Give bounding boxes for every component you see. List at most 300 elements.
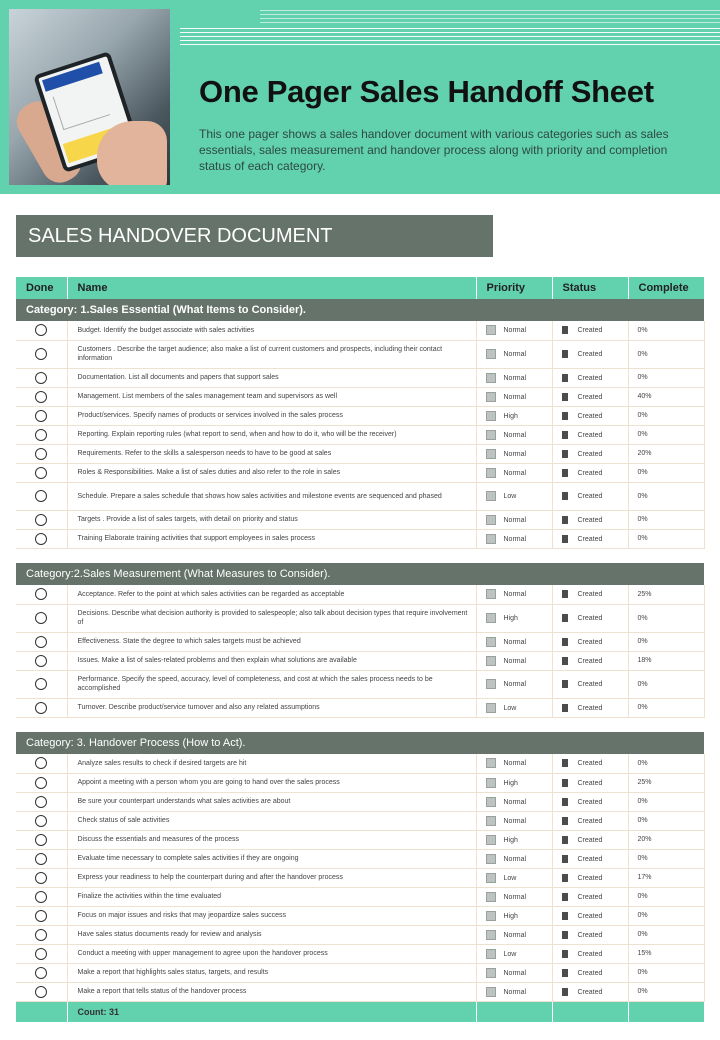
priority-checkbox-icon[interactable] [486,392,496,402]
done-cell [16,510,67,529]
status-value: Created [577,855,603,863]
table-row [16,887,704,906]
category-title: Category: 3. Handover Process (How to Act). [16,732,704,754]
done-cell [16,698,67,717]
document-icon [562,535,568,543]
complete-value: 0% [628,482,704,510]
document-icon [562,988,568,996]
table-row [16,604,704,632]
priority-value: Normal [503,535,527,543]
status-cell [552,906,628,925]
table-row [16,444,704,463]
status-value: Created [577,912,603,920]
complete-value: 20% [628,830,704,849]
priority-checkbox-icon[interactable] [486,325,496,335]
done-radio[interactable] [35,467,47,479]
done-cell [16,670,67,698]
priority-checkbox-icon[interactable] [486,854,496,864]
complete-value: 0% [628,792,704,811]
status-value: Created [577,988,603,996]
priority-checkbox-icon[interactable] [486,373,496,383]
page-description: This one pager shows a sales handover document with various categories such as sales essentials, sales measurement and handover process along with priority and completion status of each category. [199,127,669,173]
task-name: Reporting. Explain reporting rules (what report to send, when and how to do it, who will be the receiver) [67,425,476,444]
status-cell [552,425,628,444]
status-value: Created [577,327,603,335]
priority-checkbox-icon[interactable] [486,703,496,713]
done-radio[interactable] [35,757,47,769]
status-cell [552,792,628,811]
table-row [16,463,704,482]
priority-value: Normal [503,855,527,863]
priority-value: Normal [503,817,527,825]
page-title: One Pager Sales Handoff Sheet [199,74,654,109]
done-radio[interactable] [35,636,47,648]
priority-cell [476,651,552,670]
status-value: Created [577,657,603,665]
document-icon [562,590,568,598]
done-cell [16,585,67,604]
document-icon [562,638,568,646]
task-name: Budget. Identify the budget associate with sales activities [67,321,476,340]
priority-checkbox-icon[interactable] [486,816,496,826]
document-icon [562,893,568,901]
task-name: Schedule. Prepare a sales schedule that shows how sales activities and milestone events are sequenced and phased [67,482,476,510]
status-value: Created [577,760,603,768]
done-radio[interactable] [35,448,47,460]
done-radio[interactable] [35,986,47,998]
task-name: Product/services. Specify names of products or services involved in the sales process [67,406,476,425]
priority-cell [476,925,552,944]
document-icon [562,950,568,958]
priority-checkbox-icon[interactable] [486,949,496,959]
status-cell [552,604,628,632]
priority-checkbox-icon[interactable] [486,411,496,421]
complete-value: 0% [628,906,704,925]
done-radio[interactable] [35,588,47,600]
task-name: Analyze sales results to check if desired targets are hit [67,754,476,773]
status-value: Created [577,350,603,358]
done-radio[interactable] [35,929,47,941]
footer-row [16,1001,704,1022]
complete-value: 18% [628,651,704,670]
status-value: Created [577,704,603,712]
status-cell [552,811,628,830]
done-radio[interactable] [35,948,47,960]
col-header-name: Name [67,277,476,299]
status-value: Created [577,535,603,543]
task-name: Express your readiness to help the counterpart during and after the handover process [67,868,476,887]
document-icon [562,374,568,382]
col-header-done: Done [16,277,67,299]
complete-value: 0% [628,982,704,1001]
document-icon [562,516,568,524]
task-name: Customers . Describe the target audience; also make a list of current customers and prospects, including their contact information [67,340,476,368]
done-radio[interactable] [35,815,47,827]
done-cell [16,925,67,944]
done-radio[interactable] [35,853,47,865]
priority-checkbox-icon[interactable] [486,679,496,689]
category-title: Category: 1.Sales Essential (What Items to Consider). [16,299,704,321]
table-row [16,632,704,651]
priority-value: Normal [503,760,527,768]
done-radio[interactable] [35,348,47,360]
priority-checkbox-icon[interactable] [486,468,496,478]
col-header-status: Status [552,277,628,299]
document-icon [562,492,568,500]
priority-cell [476,670,552,698]
priority-value: Normal [503,680,527,688]
document-icon [562,450,568,458]
done-cell [16,963,67,982]
done-radio[interactable] [35,834,47,846]
table-row [16,868,704,887]
priority-value: Low [503,492,517,500]
status-cell [552,585,628,604]
table-row [16,754,704,773]
complete-value: 0% [628,632,704,651]
status-cell [552,368,628,387]
table-row [16,406,704,425]
done-cell [16,944,67,963]
complete-value: 0% [628,925,704,944]
priority-cell [476,406,552,425]
priority-checkbox-icon[interactable] [486,637,496,647]
status-value: Created [577,412,603,420]
priority-value: Normal [503,969,527,977]
complete-value: 25% [628,773,704,792]
table-row [16,321,704,340]
document-icon [562,817,568,825]
priority-value: Low [503,950,517,958]
complete-value: 0% [628,754,704,773]
priority-value: Normal [503,393,527,401]
status-cell [552,670,628,698]
document-icon [562,969,568,977]
status-cell [552,510,628,529]
priority-checkbox-icon[interactable] [486,515,496,525]
priority-value: Normal [503,350,527,358]
task-name: Make a report that tells status of the handover process [67,982,476,1001]
document-icon [562,779,568,787]
status-value: Created [577,817,603,825]
priority-cell [476,868,552,887]
task-name: Conduct a meeting with upper management to agree upon the handover process [67,944,476,963]
done-cell [16,604,67,632]
priority-cell [476,444,552,463]
priority-checkbox-icon[interactable] [486,911,496,921]
task-name: Check status of sale activities [67,811,476,830]
done-radio[interactable] [35,777,47,789]
task-name: Performance. Specify the speed, accuracy, level of completeness, and cost at which the sales process needs to be accomplished [67,670,476,698]
status-value: Created [577,969,603,977]
priority-value: Normal [503,591,527,599]
table-section-3 [16,732,705,1022]
complete-value: 15% [628,944,704,963]
status-value: Created [577,469,603,477]
table-row [16,830,704,849]
priority-cell [476,368,552,387]
done-radio[interactable] [35,514,47,526]
table-row [16,849,704,868]
complete-value: 0% [628,340,704,368]
priority-checkbox-icon[interactable] [486,449,496,459]
status-value: Created [577,614,603,622]
table-row [16,482,704,510]
priority-cell [476,811,552,830]
priority-checkbox-icon[interactable] [486,797,496,807]
status-cell [552,463,628,482]
priority-value: High [503,614,518,622]
complete-value: 17% [628,868,704,887]
done-radio[interactable] [35,533,47,545]
task-name: Training Elaborate training activities that support employees in sales process [67,529,476,548]
done-cell [16,529,67,548]
priority-checkbox-icon[interactable] [486,534,496,544]
task-name: Management. List members of the sales management team and supervisors as well [67,387,476,406]
document-icon [562,431,568,439]
task-name: Have sales status documents ready for review and analysis [67,925,476,944]
priority-cell [476,754,552,773]
done-cell [16,340,67,368]
table-row [16,368,704,387]
document-icon [562,657,568,665]
task-name: Roles & Responsibilities. Make a list of sales duties and also refer to the role in sales [67,463,476,482]
status-value: Created [577,431,603,439]
document-icon [562,412,568,420]
header-photo [9,9,170,185]
document-icon [562,704,568,712]
status-cell [552,982,628,1001]
status-cell [552,887,628,906]
table-section-2 [16,563,705,718]
priority-value: Normal [503,516,527,524]
priority-checkbox-icon[interactable] [486,987,496,997]
status-cell [552,944,628,963]
status-value: Created [577,591,603,599]
status-value: Created [577,950,603,958]
priority-value: High [503,412,518,420]
priority-value: Low [503,874,517,882]
priority-value: Low [503,704,517,712]
done-radio[interactable] [35,796,47,808]
complete-value: 0% [628,849,704,868]
priority-cell [476,463,552,482]
document-icon [562,798,568,806]
status-value: Created [577,450,603,458]
priority-value: Normal [503,469,527,477]
table-section-1 [16,277,705,549]
priority-value: High [503,779,518,787]
done-cell [16,321,67,340]
done-cell [16,830,67,849]
priority-checkbox-icon[interactable] [486,873,496,883]
status-value: Created [577,836,603,844]
priority-checkbox-icon[interactable] [486,892,496,902]
document-icon [562,874,568,882]
done-radio[interactable] [35,872,47,884]
status-cell [552,754,628,773]
status-cell [552,868,628,887]
complete-value: 0% [628,670,704,698]
document-icon [562,912,568,920]
document-icon [562,855,568,863]
table-row [16,963,704,982]
status-value: Created [577,779,603,787]
priority-checkbox-icon[interactable] [486,349,496,359]
complete-value: 20% [628,444,704,463]
priority-checkbox-icon[interactable] [486,589,496,599]
status-value: Created [577,680,603,688]
done-radio[interactable] [35,612,47,624]
status-cell [552,849,628,868]
status-cell [552,406,628,425]
priority-checkbox-icon[interactable] [486,930,496,940]
priority-value: Normal [503,798,527,806]
done-cell [16,906,67,925]
priority-value: Normal [503,893,527,901]
complete-value: 0% [628,406,704,425]
status-value: Created [577,931,603,939]
table-row [16,773,704,792]
complete-value: 0% [628,811,704,830]
done-radio[interactable] [35,324,47,336]
table-row [16,925,704,944]
table-row [16,387,704,406]
priority-checkbox-icon[interactable] [486,656,496,666]
task-name: Issues. Make a list of sales-related problems and then explain what solutions are available [67,651,476,670]
done-radio[interactable] [35,391,47,403]
task-name: Discuss the essentials and measures of the process [67,830,476,849]
priority-cell [476,604,552,632]
priority-cell [476,482,552,510]
done-cell [16,982,67,1001]
table-row [16,529,704,548]
done-radio[interactable] [35,678,47,690]
done-radio[interactable] [35,410,47,422]
section-banner: SALES HANDOVER DOCUMENT [16,215,493,257]
priority-checkbox-icon[interactable] [486,968,496,978]
status-cell [552,963,628,982]
status-cell [552,698,628,717]
status-value: Created [577,374,603,382]
task-name: Turnover. Describe product/service turnover and also any related assumptions [67,698,476,717]
task-name: Evaluate time necessary to complete sales activities if they are ongoing [67,849,476,868]
table-row [16,670,704,698]
done-cell [16,463,67,482]
table-row [16,651,704,670]
complete-value: 0% [628,510,704,529]
col-header-priority: Priority [476,277,552,299]
document-icon [562,326,568,334]
status-cell [552,444,628,463]
complete-value: 0% [628,463,704,482]
table-row [16,340,704,368]
task-name: Acceptance. Refer to the point at which sales activities can be regarded as acceptable [67,585,476,604]
priority-value: High [503,836,518,844]
priority-checkbox-icon[interactable] [486,491,496,501]
table-header-row [16,277,704,299]
priority-value: High [503,912,518,920]
done-cell [16,482,67,510]
count-label: Count: 31 [67,1001,476,1022]
status-cell [552,482,628,510]
done-cell [16,868,67,887]
priority-cell [476,321,552,340]
done-radio[interactable] [35,910,47,922]
priority-value: Normal [503,450,527,458]
priority-checkbox-icon[interactable] [486,758,496,768]
task-name: Targets . Provide a list of sales targets, with detail on priority and status [67,510,476,529]
complete-value: 40% [628,387,704,406]
document-icon [562,836,568,844]
table-row [16,811,704,830]
complete-value: 0% [628,963,704,982]
done-cell [16,632,67,651]
status-value: Created [577,516,603,524]
priority-value: Normal [503,988,527,996]
priority-checkbox-icon[interactable] [486,835,496,845]
done-cell [16,651,67,670]
done-radio[interactable] [35,891,47,903]
complete-value: 0% [628,321,704,340]
decorative-lines [260,10,720,24]
status-cell [552,340,628,368]
task-name: Finalize the activities within the time evaluated [67,887,476,906]
done-cell [16,406,67,425]
status-cell [552,529,628,548]
table-row [16,585,704,604]
done-cell [16,425,67,444]
table-row [16,698,704,717]
done-cell [16,368,67,387]
status-value: Created [577,874,603,882]
priority-cell [476,387,552,406]
decorative-lines [180,28,720,48]
done-radio[interactable] [35,372,47,384]
document-icon [562,759,568,767]
document-icon [562,931,568,939]
table-row [16,982,704,1001]
priority-cell [476,340,552,368]
priority-checkbox-icon[interactable] [486,613,496,623]
task-name: Appoint a meeting with a person whom you are going to hand over the sales process [67,773,476,792]
done-radio[interactable] [35,967,47,979]
priority-cell [476,425,552,444]
category-row [16,299,704,321]
status-cell [552,651,628,670]
priority-value: Normal [503,374,527,382]
status-value: Created [577,893,603,901]
priority-checkbox-icon[interactable] [486,778,496,788]
done-cell [16,849,67,868]
status-value: Created [577,492,603,500]
status-value: Created [577,638,603,646]
status-cell [552,632,628,651]
task-name: Focus on major issues and risks that may jeopardize sales success [67,906,476,925]
priority-cell [476,529,552,548]
done-radio[interactable] [35,490,47,502]
done-radio[interactable] [35,429,47,441]
priority-value: Normal [503,931,527,939]
done-cell [16,444,67,463]
complete-value: 0% [628,604,704,632]
done-radio[interactable] [35,655,47,667]
complete-value: 0% [628,425,704,444]
done-cell [16,811,67,830]
done-radio[interactable] [35,702,47,714]
priority-checkbox-icon[interactable] [486,430,496,440]
priority-value: Normal [503,657,527,665]
